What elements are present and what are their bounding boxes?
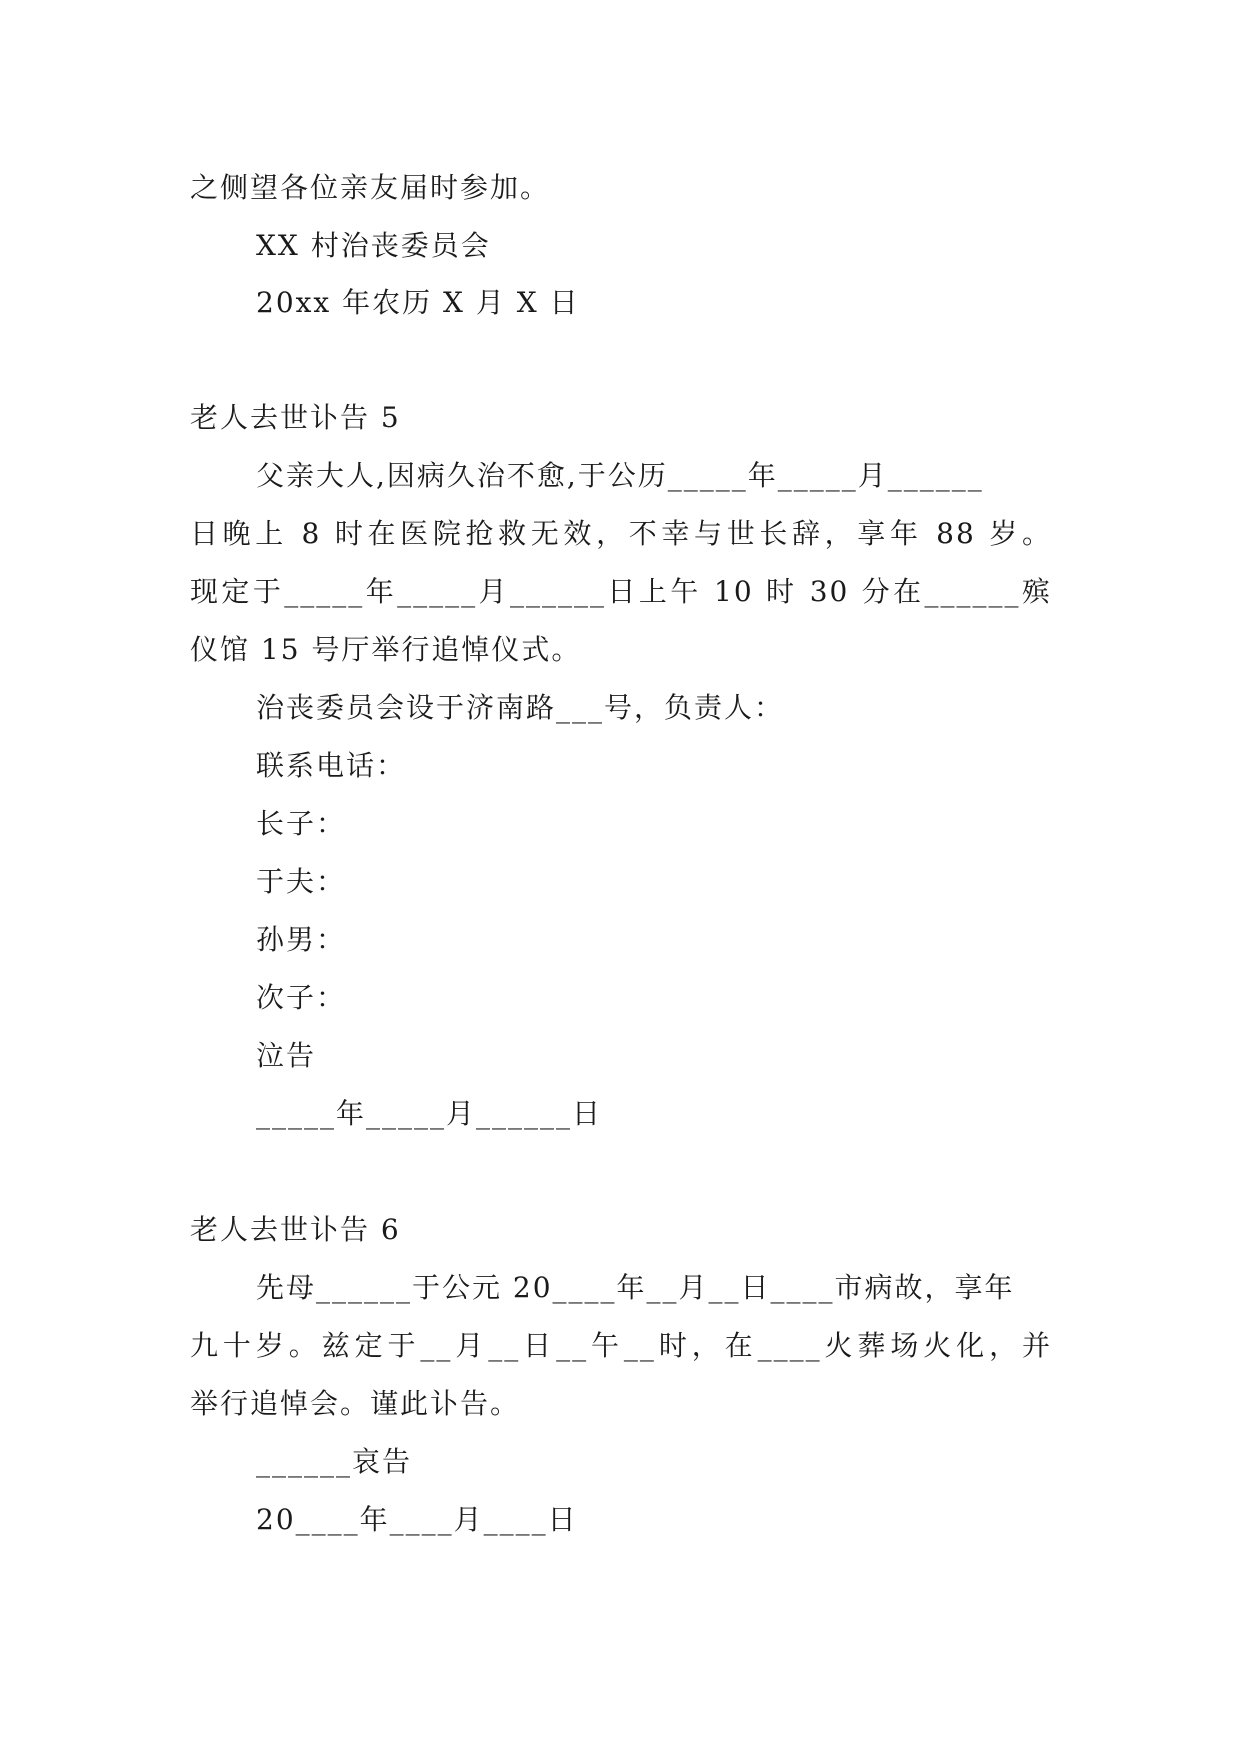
paragraph-line: 举行追悼会。谨此讣告。 (190, 1387, 521, 1420)
signature-committee: XX 村治丧委员会 (256, 229, 491, 262)
weeping-notice: 泣告 (256, 1039, 317, 1072)
second-son: 次子： (256, 981, 347, 1014)
paragraph-line: 九十岁。兹定于__月__日__午__时，在____火葬场火化，并 (190, 1329, 1052, 1362)
paragraph-line: 日晚上 8 时在医院抢救无效，不幸与世长辞，享年 88 岁。 (190, 517, 1052, 550)
committee-address: 治丧委员会设于济南路___号，负责人： (256, 691, 785, 724)
paragraph-line: 父亲大人,因病久治不愈,于公历_____年_____月______ (256, 459, 984, 492)
paragraph-line: 之侧望各位亲友届时参加。 (190, 171, 551, 204)
notice-date: 20____年____月____日 (256, 1503, 578, 1536)
signature-date: 20xx 年农历 X 月 X 日 (256, 286, 580, 319)
notice-date: _____年_____月______日 (256, 1097, 603, 1130)
son-in-law: 于夫： (256, 865, 347, 898)
contact-phone: 联系电话： (256, 749, 407, 782)
section-heading: 老人去世讣告 6 (190, 1213, 401, 1246)
section-heading: 老人去世讣告 5 (190, 401, 401, 434)
grandson: 孙男： (256, 923, 347, 956)
paragraph-line: 先母______于公元 20____年__月__日____市病故，享年 (256, 1271, 1015, 1304)
paragraph-line: 仪馆 15 号厅举行追悼仪式。 (190, 633, 582, 666)
mourning-notice: ______哀告 (256, 1445, 413, 1478)
paragraph-line: 现定于_____年_____月______日上午 10 时 30 分在______殡 (190, 575, 1052, 608)
eldest-son: 长子： (256, 807, 347, 840)
